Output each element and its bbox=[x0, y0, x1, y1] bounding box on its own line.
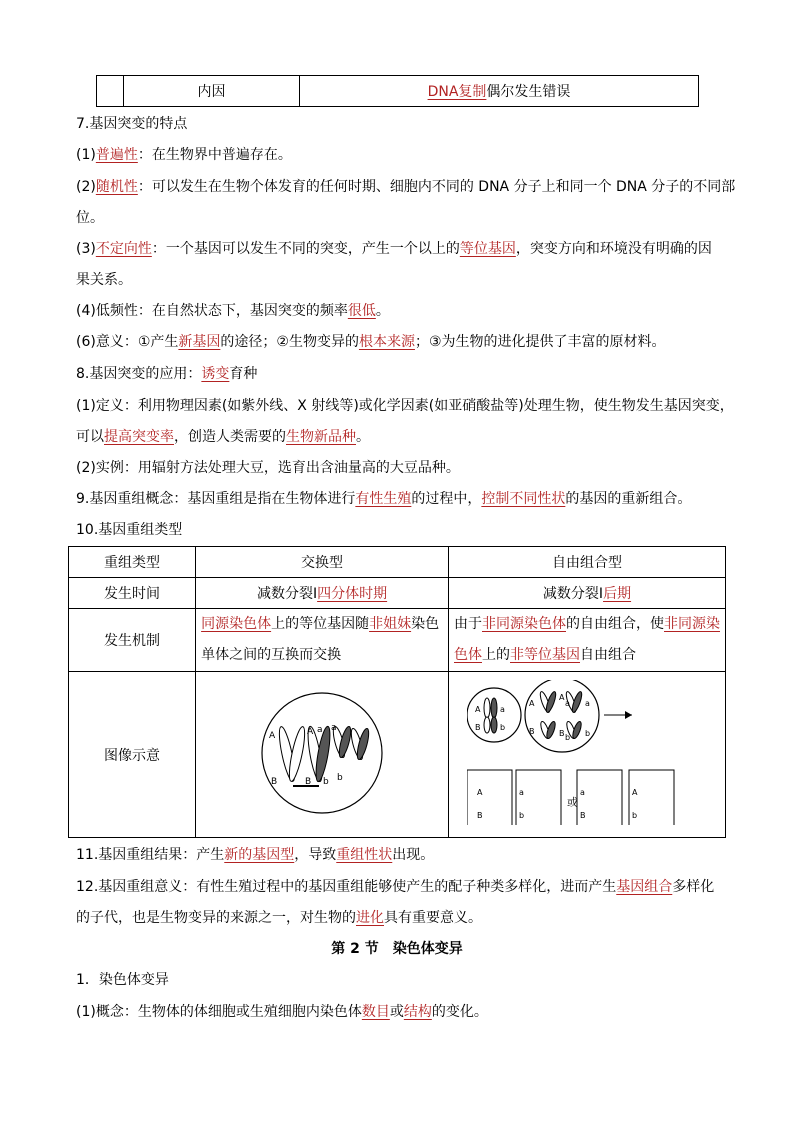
mechanism-free: 由于非同源染色体的自由组合，使非同源染 色体上的非等位基因自由组合 bbox=[449, 609, 726, 672]
para-7-1: (1)普遍性：在生物界中普遍存在。 bbox=[76, 147, 292, 163]
svg-text:B: B bbox=[271, 776, 278, 787]
time-crossover: 减数分裂Ⅰ四分体时期 bbox=[196, 578, 449, 609]
svg-text:a: a bbox=[585, 699, 590, 708]
svg-text:b: b bbox=[519, 811, 525, 820]
free-combination-diagram bbox=[467, 680, 707, 825]
para-12: 12.基因重组意义：有性生殖过程中的基因重组能够使产生的配子种类多样化，进而产生基因组合多样化 bbox=[76, 879, 715, 895]
svg-text:A: A bbox=[477, 788, 483, 797]
svg-text:a: a bbox=[331, 722, 337, 733]
svg-text:A: A bbox=[559, 693, 565, 702]
heading-ch1: 1．染色体变异 bbox=[76, 972, 169, 988]
svg-text:A: A bbox=[529, 699, 535, 708]
svg-text:B: B bbox=[477, 811, 483, 820]
heading-sec8: 8.基因突变的应用：诱变育种 bbox=[76, 366, 258, 382]
para-11: 11.基因重组结果：产生新的基因型，导致重组性状出现。 bbox=[76, 847, 435, 863]
svg-text:B: B bbox=[529, 727, 535, 736]
svg-text:A: A bbox=[269, 730, 276, 741]
para-12-line2: 的子代，也是生物变异的来源之一，对生物的进化具有重要意义。 bbox=[76, 910, 482, 926]
recombination-table bbox=[68, 546, 726, 838]
header-crossover: 交换型 bbox=[196, 547, 449, 578]
svg-text:b: b bbox=[323, 776, 329, 787]
label-image: 图像示意 bbox=[69, 672, 196, 838]
header-free-combination: 自由组合型 bbox=[449, 547, 726, 578]
para-7-4: (4)低频性：在自然状态下，基因突变的频率很低。 bbox=[76, 303, 390, 319]
para-7-3-line2: 果关系。 bbox=[76, 272, 132, 288]
svg-text:B: B bbox=[580, 811, 586, 820]
para-7-2-line2: 位。 bbox=[76, 210, 104, 226]
para-8-1-line2: 可以提高突变率，创造人类需要的生物新品种。 bbox=[76, 429, 370, 445]
para-ch1-1: (1)概念：生物体的体细胞或生殖细胞内染色体数目或结构的变化。 bbox=[76, 1004, 488, 1020]
crossover-diagram bbox=[257, 688, 387, 818]
para-9: 9.基因重组概念：基因重组是指在生物体进行有性生殖的过程中，控制不同性状的基因的重新组合。 bbox=[76, 491, 692, 507]
para-7-3: (3)不定向性：一个基因可以发生不同的突变，产生一个以上的等位基因，突变方向和环境没有明确的因 bbox=[76, 241, 712, 257]
top-table bbox=[96, 75, 699, 107]
heading-sec10: 10.基因重组类型 bbox=[76, 522, 183, 538]
para-7-6: (6)意义：①产生新基因的途径；②生物变异的根本来源；③为生物的进化提供了丰富的原材料。 bbox=[76, 334, 666, 350]
cell-internal-cause: 内因 bbox=[124, 76, 300, 107]
svg-text:B: B bbox=[559, 729, 565, 738]
svg-text:A: A bbox=[475, 705, 481, 714]
svg-text:b: b bbox=[500, 723, 506, 732]
para-8-1: (1)定义：利用物理因素(如紫外线、X 射线等)或化学因素(如亚硝酸盐等)处理生物，使生物发生基因突变， bbox=[76, 398, 734, 414]
heading-sec7: 7.基因突变的特点 bbox=[76, 116, 188, 132]
svg-text:b: b bbox=[632, 811, 638, 820]
svg-text:A: A bbox=[307, 726, 314, 737]
label-time: 发生时间 bbox=[69, 578, 196, 609]
svg-text:a: a bbox=[519, 788, 524, 797]
cell-dna-replication: DNA复制偶尔发生错误 bbox=[300, 76, 699, 107]
svg-text:B: B bbox=[475, 723, 481, 732]
section-title: 第 2 节 染色体变异 bbox=[331, 941, 463, 957]
header-type: 重组类型 bbox=[69, 547, 196, 578]
image-crossover bbox=[196, 672, 449, 838]
mechanism-crossover: 同源染色体上的等位基因随非姐妹染色 单体之间的互换而交换 bbox=[196, 609, 449, 672]
image-free-combination bbox=[449, 672, 726, 838]
para-8-2: (2)实例：用辐射方法处理大豆，选育出含油量高的大豆品种。 bbox=[76, 460, 460, 476]
svg-text:a: a bbox=[580, 788, 585, 797]
svg-text:a: a bbox=[565, 699, 570, 708]
svg-text:a: a bbox=[500, 705, 505, 714]
svg-text:A: A bbox=[632, 788, 638, 797]
svg-text:b: b bbox=[337, 772, 343, 783]
time-free: 减数分裂Ⅰ后期 bbox=[449, 578, 726, 609]
svg-text:a: a bbox=[317, 724, 323, 735]
svg-text:B: B bbox=[305, 776, 312, 787]
para-7-2: (2)随机性：可以发生在生物个体发育的任何时期、细胞内不同的 DNA 分子上和同一个 DNA 分子的不同部 bbox=[76, 179, 736, 195]
svg-text:b: b bbox=[565, 733, 571, 742]
label-mechanism: 发生机制 bbox=[69, 609, 196, 672]
label-or: 或 bbox=[567, 796, 578, 809]
svg-text:b: b bbox=[585, 729, 591, 738]
